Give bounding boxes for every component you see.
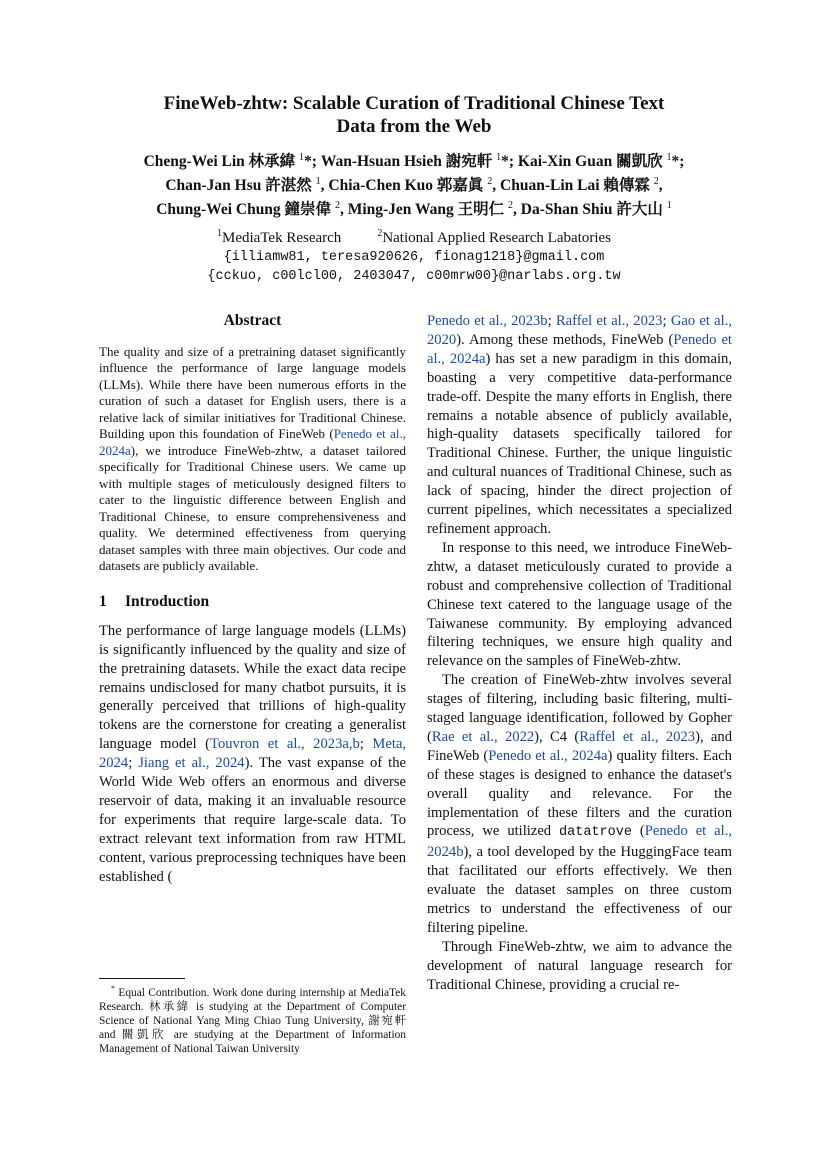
intro-paragraph-1-part-2: Penedo et al., 2023b; Raffel et al., 2023; Gao et al., 2020). Among these methods, FineWeb (Penedo et al., 2024a) has set a new paradigm in this domain, boasting a very competitive data-performance trade-off. Despite the many efforts in English, there remains a notable absence of publicly available, high-quality datasets specifically tailored for Traditional Chinese. Further, the unique linguistic and cultural nuances of Traditional Chinese, such as lack of spacing, hinder the direct projection of current pipelines, which necessitates a specialized refinement approach. [427, 313, 733, 537]
citation-link[interactable]: Gao et al., 2020 [427, 313, 733, 348]
intro-paragraph-2: In response to this need, we introduce FineWeb-zhtw, a dataset meticulously curated to provide a robust and comprehensive collection of Traditional Chinese text catered to the language usage of the Taiwanese community. By employing advanced filtering techniques, we ensure high quality and relevance on the samples of FineWeb-zhtw. [427, 539, 732, 670]
affiliation-2: National Applied Research Labatories [382, 230, 611, 246]
author [328, 177, 500, 194]
citation-link[interactable]: Penedo et al., 2024a [99, 426, 406, 458]
section-heading-introduction [99, 593, 406, 612]
author-separator: , [320, 177, 329, 195]
affiliation-1: MediaTek Research [222, 230, 342, 246]
intro-paragraph-3: The creation of FineWeb-zhtw involves several stages of filtering, including basic filtering, multi-staged language identification, followed by Gopher (Rae et al., 2022), C4 (Raffel et al., 2023), and FineWeb (Penedo et al., 2024a) quality filters. Each of these stages is designed to enhance the dataset's overall quality and relevance. For the implementation of these filters and the curation process, we utilized datatrove (Penedo et al., 2024b), a tool developed by the HuggingFace team that facilitated our efforts effectively. We then evaluate the dataset samples on three custom metrics to understand the effectiveness of our filtering pipeline. [427, 672, 733, 936]
author [144, 153, 321, 170]
author-list [90, 148, 738, 220]
intro-paragraph-4: Through FineWeb-zhtw, we aim to advance the development of natural language research for Traditional Chinese, providing a crucial re- [427, 938, 732, 993]
author-affiliation-marker: 1 [496, 152, 502, 163]
section-number: 1 [99, 592, 107, 610]
author-name: Wan-Hsuan Hsieh 謝宛軒 [320, 153, 497, 171]
author-name: Ming-Jen Wang 王明仁 [347, 201, 509, 219]
author-affiliation-marker: 2 [487, 176, 493, 188]
author-separator: , [339, 201, 348, 219]
citation-link[interactable]: Raffel et al., 2023 [579, 728, 696, 745]
citation-link[interactable]: Penedo et al., 2024a [427, 331, 732, 367]
affiliation-marker-1: 1 [217, 228, 222, 239]
intro-paragraph-1-part-1: The performance of large language models (LLMs) is significantly influenced by the quality and size of the pretraining datasets. While the exact data recipe remains undisclosed for many chatbot pursuits, it is generally perceived that trillions of high-quality tokens are the cornerstone for creating a generalist language model (Touvron et al., 2023a,b; Meta, 2024; Jiang et al., 2024). The vast expanse of the World Wide Web offers an enormous and diverse reservoir of data, making it an invaluable resource for experiments that require large-scale data. To extract relevant text information from raw HTML content, various preprocessing techniques have been established ( [99, 622, 407, 885]
author-name: Chuan-Lin Lai 賴傳霖 [500, 177, 654, 195]
author-name: Cheng-Wei Lin 林承緯 [143, 153, 300, 171]
section-title: Introduction [125, 592, 210, 610]
author-separator: *; [304, 153, 321, 171]
author-affiliation-marker: 1 [666, 200, 672, 212]
author-name: Chan-Jan Hsu 許湛然 [165, 177, 316, 195]
title-line-1: FineWeb-zhtw: Scalable Curation of Traditional Chinese Text [163, 93, 665, 114]
citation-link[interactable]: Meta, 2024 [99, 736, 407, 772]
citation-link[interactable]: Touvron et al., 2023a,b [210, 736, 360, 753]
footnote-text: Equal Contribution. Work done during internship at MediaTek Research. 林承緯 is studying at the Department of Computer Science of National Yang Ming Chiao Tung University, 謝宛軒 and 關凱欣 are studying at the Department of Information Management of National Taiwan University [99, 986, 406, 1055]
author [500, 177, 663, 194]
author-separator: , [492, 177, 501, 195]
author [321, 153, 518, 170]
author-separator: , [513, 201, 521, 219]
title-line-2: Data from the Web [336, 116, 492, 137]
author-separator: , [658, 177, 663, 195]
citation-link[interactable]: Rae et al., 2022 [431, 728, 535, 745]
author [518, 153, 685, 170]
abstract-body: The quality and size of a pretraining dataset significantly influence the performance of large language models (LLMs). While there have been numerous efforts in the curation of such a dataset for English users, there is a relative lack of similar initiatives for Traditional Chinese. Building upon this foundation of FineWeb (Penedo et al., 2024a), we introduce FineWeb-zhtw, a dataset tailored specifically for Traditional Chinese users. We came up with multiple stages of meticulously designed filters to cater to the linguistic difference between English and Traditional Chinese, to ensure comprehensiveness and quality. We determined effectiveness from querying dataset samples with three main objectives. Our code and datasets are publicly available. [99, 343, 406, 574]
affiliations [100, 224, 728, 286]
citation-link[interactable]: Penedo et al., 2023b [427, 313, 548, 329]
author-affiliation-marker: 2 [334, 200, 340, 212]
affiliation-line [100, 224, 728, 248]
author-separator: *; [671, 153, 685, 171]
citation-link[interactable]: Penedo et al., 2024b [427, 823, 732, 861]
author-affiliation-marker: 1 [299, 152, 305, 163]
citation-link[interactable]: Raffel et al., 2023 [555, 313, 663, 329]
author-affiliation-marker: 1 [315, 176, 321, 188]
email-line-2: {cckuo, c00lcl00, 2403047, c00mrw00}@narlabs.org.tw [207, 269, 621, 284]
author [348, 201, 521, 218]
citation-link[interactable]: Penedo et al., 2024a [488, 747, 608, 764]
author-separator: *; [501, 153, 518, 171]
author-name: Kai-Xin Guan 關凱欣 [517, 153, 667, 171]
paper-title [100, 92, 728, 138]
affiliation-marker-2: 2 [377, 228, 383, 239]
author-affiliation-marker: 2 [508, 200, 514, 212]
citation-link[interactable]: Jiang et al., 2024 [138, 755, 245, 772]
author [521, 201, 672, 218]
author [156, 201, 347, 218]
email-line-1: {illiamw81, teresa920626, fionag1218}@gmail.com [223, 250, 605, 265]
author-affiliation-marker: 1 [666, 152, 672, 163]
left-column [99, 312, 406, 887]
author-name: Chung-Wei Chung 鐘崇偉 [156, 201, 335, 219]
author-affiliation-marker: 2 [653, 176, 659, 188]
footnote-mark: * [111, 984, 115, 993]
author [165, 177, 328, 194]
author-name: Chia-Chen Kuo 郭嘉眞 [328, 177, 488, 195]
abstract-heading: Abstract [223, 312, 282, 329]
footnote [99, 982, 406, 1056]
right-column [427, 312, 732, 995]
code-term: datatrove [559, 825, 632, 841]
footnote-rule [99, 978, 185, 979]
author-name: Da-Shan Shiu 許大山 [520, 201, 667, 219]
